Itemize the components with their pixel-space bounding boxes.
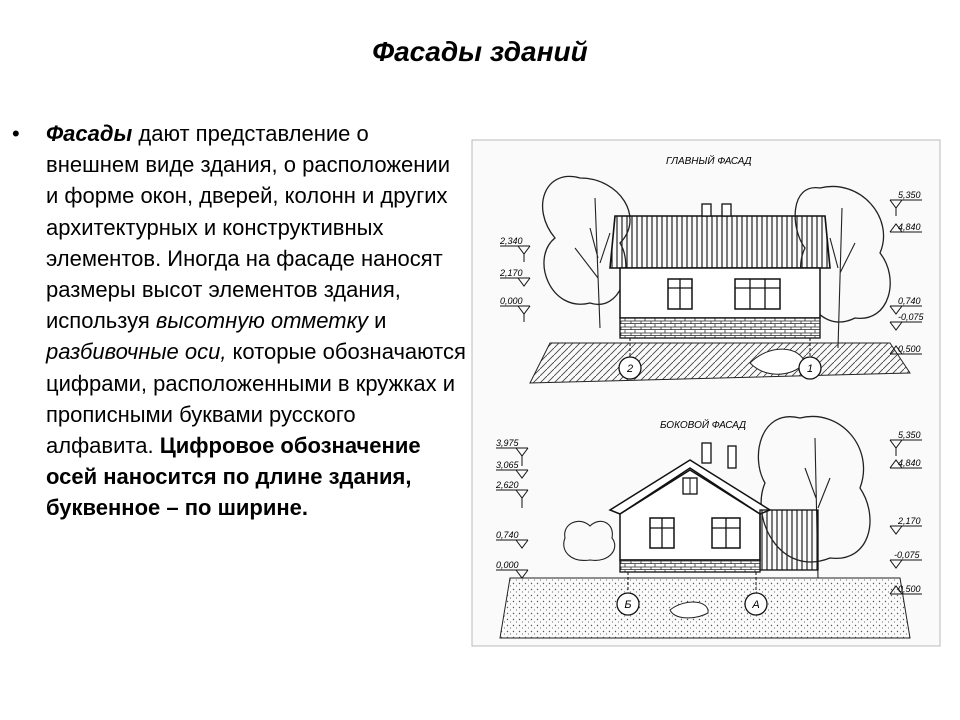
side-window-left xyxy=(650,518,674,548)
main-window-right xyxy=(735,279,780,309)
chimney-icon xyxy=(728,446,736,468)
axis-label-b: Б xyxy=(624,599,632,611)
side-window-right xyxy=(712,518,740,548)
paragraph-text-2: и xyxy=(367,308,387,334)
paragraph-text-3: которые обозначаются цифрами, расположенными в кружках и прописными буквами русского алфавита. xyxy=(46,339,466,459)
elev-mark: 0,740 xyxy=(496,530,519,540)
term-elevation-mark: высотную отметку xyxy=(155,308,368,334)
side-plinth xyxy=(620,560,760,572)
elev-mark: 3,975 xyxy=(496,438,519,448)
paragraph-bold-conclusion: Цифровое обозначение осей наносится по длине здания, буквенное – по ширине. xyxy=(46,433,421,521)
elev-mark: 4,840 xyxy=(898,222,921,232)
main-wall xyxy=(620,268,820,318)
paragraph xyxy=(46,118,466,524)
main-plinth xyxy=(620,318,820,338)
elev-mark: 2,170 xyxy=(500,268,523,278)
chimney-icon xyxy=(702,443,711,463)
main-window-left xyxy=(668,279,692,309)
main-roof xyxy=(610,216,830,268)
side-window-gable xyxy=(683,478,697,494)
elev-mark: 0,740 xyxy=(898,296,921,306)
elev-mark: 0,000 xyxy=(496,560,519,570)
elev-mark: 0,000 xyxy=(500,296,523,306)
elev-mark: 5,350 xyxy=(898,190,921,200)
axis-label-2: 2 xyxy=(626,363,634,375)
facade-drawing-svg xyxy=(470,138,942,648)
elev-mark: 0,500 xyxy=(898,584,921,594)
term-grid-axes: разбивочные оси, xyxy=(46,339,227,365)
elev-mark: 3,065 xyxy=(496,460,519,470)
axis-label-1: 1 xyxy=(806,363,814,375)
facade-drawing xyxy=(470,138,942,648)
bullet-marker: • xyxy=(12,121,20,146)
chimney-icon xyxy=(702,204,711,216)
axis-label-a: А xyxy=(752,599,760,611)
slide-title: Фасады зданий xyxy=(372,36,588,67)
side-veranda xyxy=(760,510,818,570)
elev-mark: 4,840 xyxy=(898,458,921,468)
elev-mark: 2,340 xyxy=(500,236,523,246)
term-facades: Фасады xyxy=(46,121,133,146)
elev-mark: 0,500 xyxy=(898,344,921,354)
elev-mark: 5,350 xyxy=(898,430,921,440)
side-facade-label: БОКОВОЙ ФАСАД xyxy=(660,420,746,431)
paragraph-text-1: дают представление о внешнем виде здания, о расположении и форме окон, дверей, колонн и других архитектурных и конструктивных элементов. Иногда на фасаде наносят размеры высот элементов здания, используя xyxy=(46,121,450,334)
chimney-icon xyxy=(722,204,731,216)
elev-mark: -0,075 xyxy=(898,312,924,322)
elev-mark: -0,075 xyxy=(894,550,920,560)
elev-mark: 2,620 xyxy=(496,480,519,490)
elev-mark: 2,170 xyxy=(898,516,921,526)
main-facade-label: ГЛАВНЫЙ ФАСАД xyxy=(666,156,752,167)
